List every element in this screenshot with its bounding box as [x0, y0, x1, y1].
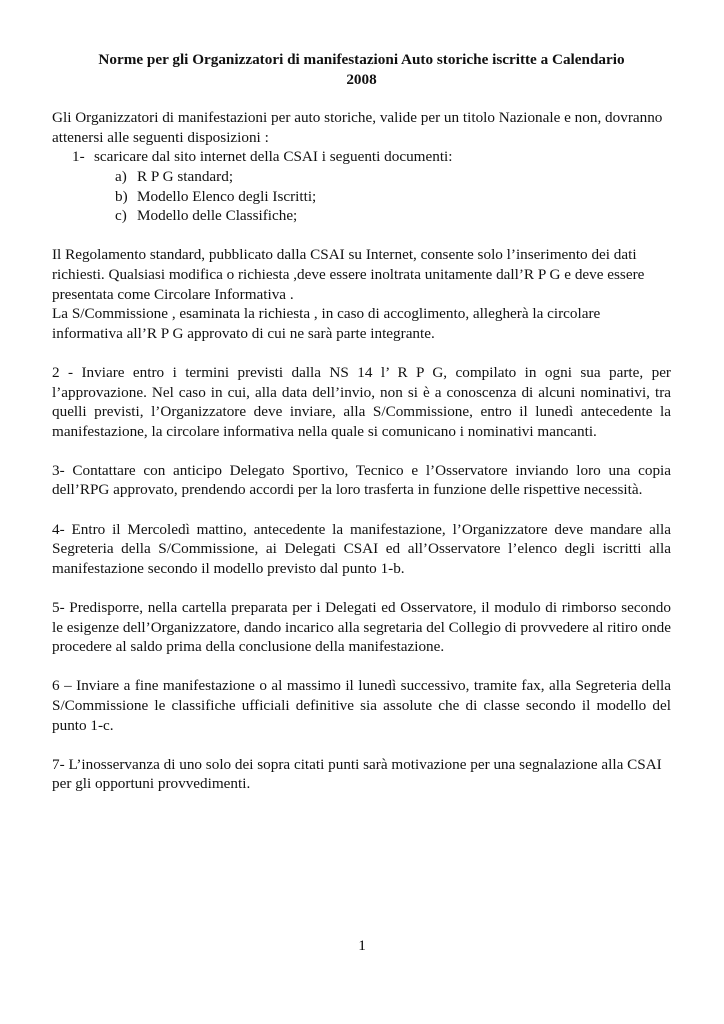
point-1	[52, 147, 671, 167]
document-title	[52, 50, 671, 89]
list-item-text: R P G standard;	[137, 167, 234, 185]
commissione-paragraph: La S/Commissione , esaminata la richiesta , in caso di accoglimento, allegherà la circolare informativa all’R P G approvato di cui ne sarà parte integrante.	[52, 305, 601, 342]
list-item-label: b)	[115, 187, 128, 205]
list-item-label: c)	[115, 207, 127, 225]
list-item-text: Modello Elenco degli Iscritti;	[137, 187, 317, 205]
intro-paragraph: Gli Organizzatori di manifestazioni per auto storiche, valide per un titolo Nazionale e non, dovranno attenersi alle seguenti disposizioni :	[52, 109, 663, 146]
point-5-paragraph: 5- Predisporre, nella cartella preparata per i Delegati ed Osservatore, il modulo di rimborso secondo le esigenze dell’Organizzatore, dando incarico alla segretaria del Collegio di provvedere al ritiro onde procedere al saldo prima della conclusione della manifestazione.	[52, 599, 671, 656]
regolamento-paragraph: Il Regolamento standard, pubblicato dalla CSAI su Internet, consente solo l’inserimento dei dati richiesti. Qualsiasi modifica o richiesta ,deve essere inoltrata unitamente dall’R P G e deve essere presentata come Circolare Informativa .	[52, 246, 645, 303]
list-item-label: a)	[115, 167, 127, 185]
list-item	[52, 187, 671, 207]
page-number: 1	[358, 937, 366, 954]
point-2-paragraph: 2 - Inviare entro i termini previsti dalla NS 14 l’ R P G, compilato in ogni sua parte, per l’approvazione. Nel caso in cui, alla data dell’invio, non si è a conoscenza di alcuni nominativi, tra quelli previsti, l’Organizzatore deve inviare, alla S/Commissione, entro il lunedì antecedente la manifestazione, la circolare informativa nella quale si comunicano i nominativi mancanti.	[52, 363, 671, 440]
list-item	[52, 167, 671, 187]
document-page	[52, 50, 671, 794]
point-4-paragraph: 4- Entro il Mercoledì mattino, antecedente la manifestazione, l’Organizzatore deve mandare alla Segreteria della S/Commissione, ai Delegati CSAI ed all’Osservatore l’elenco degli iscritti alla manifestazione secondo il modello previsto dal punto 1-b.	[52, 520, 671, 577]
title-line-1: Norme per gli Organizzatori di manifestazioni Auto storiche iscritte a Calendario	[98, 51, 625, 68]
list-item	[52, 206, 671, 226]
title-line-2: 2008	[346, 70, 377, 88]
point-7-paragraph: 7- L’inosservanza di uno solo dei sopra citati punti sarà motivazione per una segnalazione alla CSAI per gli opportuni provvedimenti.	[52, 755, 662, 793]
point-3-paragraph: 3- Contattare con anticipo Delegato Sportivo, Tecnico e l’Osservatore inviando loro una copia dell’RPG approvato, prendendo accordi per la loro trasferta in funzione delle rispettive necessità.	[52, 461, 671, 499]
list-item-text: Modello delle Classifiche;	[137, 207, 298, 225]
point-1-text: scaricare dal sito internet della CSAI i seguenti documenti:	[94, 148, 453, 166]
point-6-paragraph: 6 – Inviare a fine manifestazione o al massimo il lunedì successivo, tramite fax, alla Segreteria della S/Commissione le classifiche ufficiali definitive sia assolute che di classe secondo il modello del punto 1-c.	[52, 677, 671, 734]
point-1-number: 1-	[72, 148, 85, 166]
